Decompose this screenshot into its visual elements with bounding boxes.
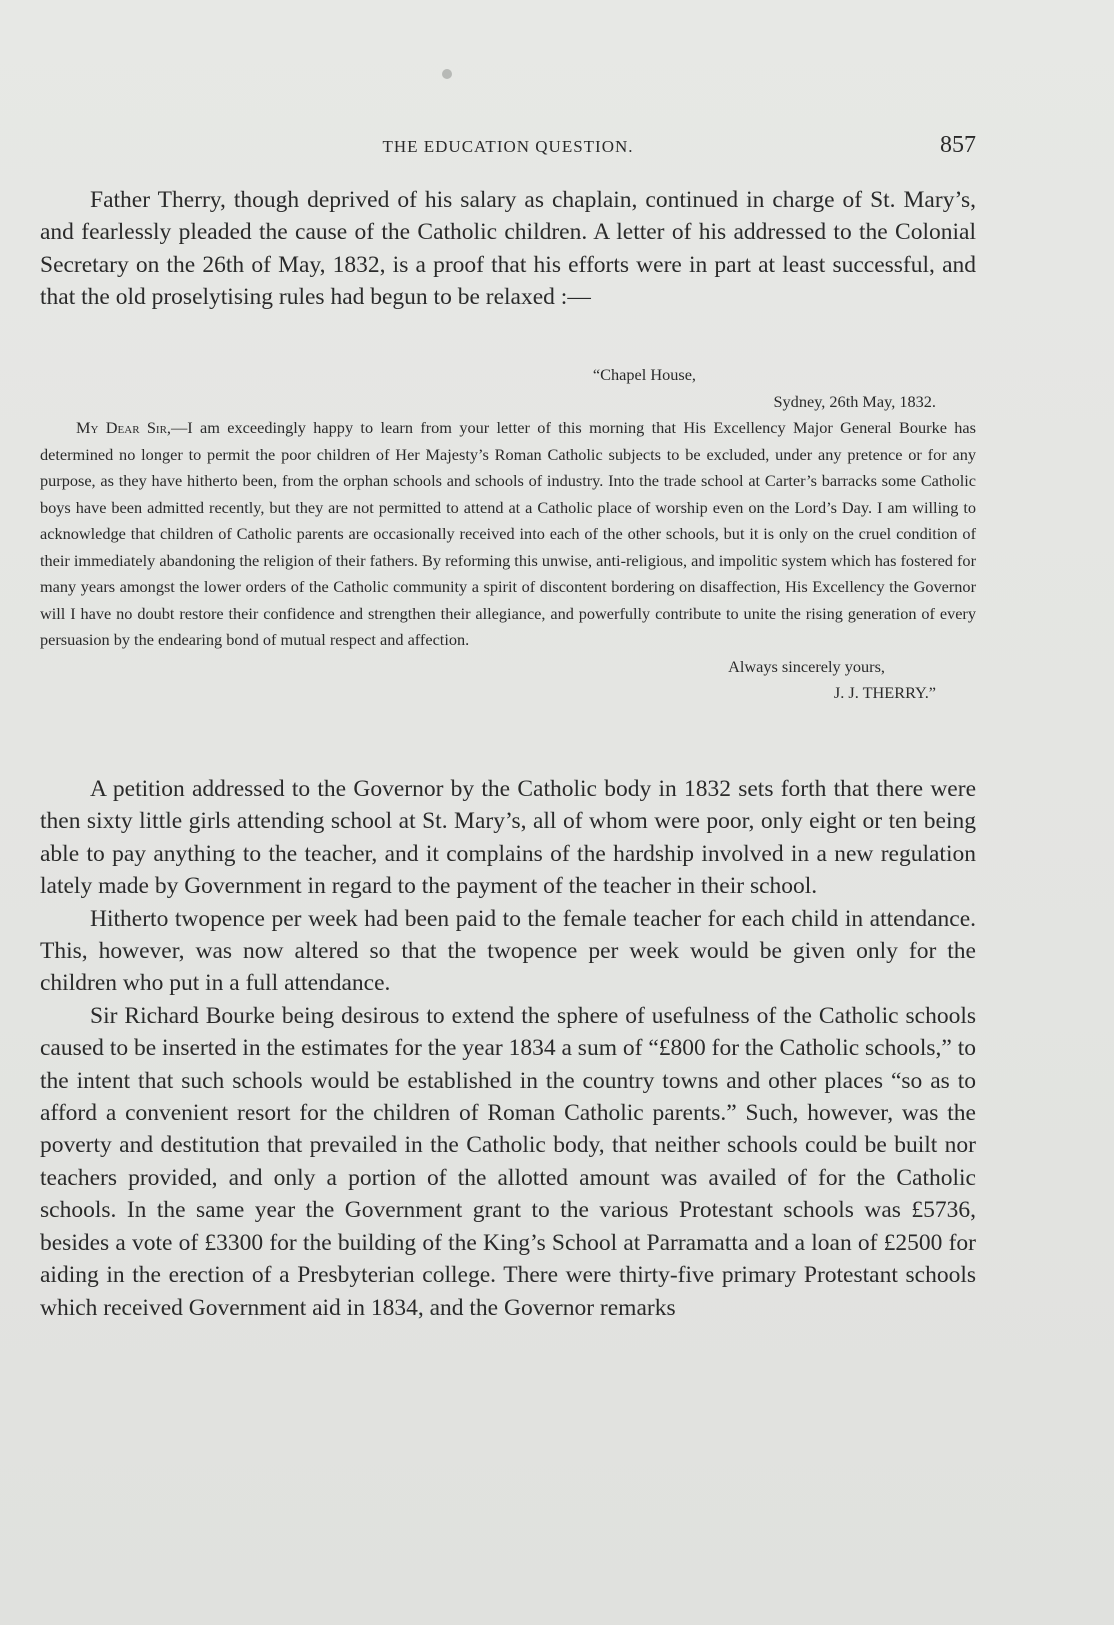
paragraph-3: Hitherto twopence per week had been paid to the female teacher for each child in attendance. This, however, was now altered so that the twopence per week would be given only for the children who put in a full attendance. [40,905,976,997]
main-text-continued [40,773,976,1324]
letter-signature: J. J. THERRY.” [833,683,936,702]
paragraph-2: A petition addressed to the Governor by the Catholic body in 1832 sets forth that there were then sixty little girls attending school at St. Mary’s, all of whom were poor, only eight or ten being able to pay anything to the teacher, and it complains of the hardship involved in a new regulation lately made by Government in regard to the payment of the teacher in their school. [40,776,976,900]
letter-closing: Always sincerely yours, [728,656,885,676]
letter-body-paragraph [40,415,976,654]
paragraph-1: Father Therry, though deprived of his salary as chaplain, continued in charge of St. Mary’s, and fearlessly pleaded the cause of the Catholic children. A letter of his addressed to the Colonial Secretary on the 26th of May, 1832, is a proof that his efforts were in part at least successful, and that the old proselytising rules had begun to be relaxed :— [40,187,976,311]
letter-salutation: My Dear Sir, [76,418,171,437]
paragraph-4: Sir Richard Bourke being desirous to extend the sphere of usefulness of the Catholic schools caused to be inserted in the estimates for the year 1834 a sum of “£800 for the Catholic schools,” to the intent that such schools would be established in the country towns and other places “so as to afford a convenient resort for the children of Roman Catholic parents.” Such, however, was the poverty and destitution that prevailed in the Catholic body, that neither schools could be built nor teachers provided, and only a portion of the allotted amount was availed of for the Catholic schools. In the same year the Government grant to the various Protestant schools was £5736, besides a vote of £3300 for the building of the King’s School at Parramatta and a loan of £2500 for aiding in the erection of a Presbyterian college. There were thirty-five primary Protestant schools which received Government aid in 1834, and the Governor remarks [40,1002,976,1321]
quoted-letter [40,362,976,707]
paper-speck [442,69,452,79]
page-number: 857 [940,132,976,158]
letter-address-line1: “Chapel House, [592,365,696,384]
running-title: THE EDUCATION QUESTION. [382,137,634,156]
letter-body: —I am exceedingly happy to learn from your letter of this morning that His Excellency Major General Bourke has determined no longer to permit the poor children of Her Majesty’s Roman Catholic subjects to be excluded, under any pretence or for any purpose, as they have hitherto been, from the orphan schools and schools of industry. Into the trade school at Carter’s barracks some Catholic boys have been admitted recently, but they are not permitted to attend at a Catholic place of worship even on the Lord’s Day. I am willing to acknowledge that children of Catholic parents are occasionally received into each of the other schools, but it is only on the cruel condition of their immediately abandoning the religion of their fathers. By reforming this unwise, anti-religious, and impolitic system which has fostered for many years amongst the lower orders of the Catholic community a spirit of discontent bordering on disaffection, His Excellency the Governor will I have no doubt restore their confidence and strengthen their allegiance, and powerfully contribute to unite the rising generation of every persuasion by the endearing bond of mutual respect and affection. [40,418,976,649]
letter-address-line2: Sydney, 26th May, 1832. [773,391,936,411]
page-header [40,132,976,162]
